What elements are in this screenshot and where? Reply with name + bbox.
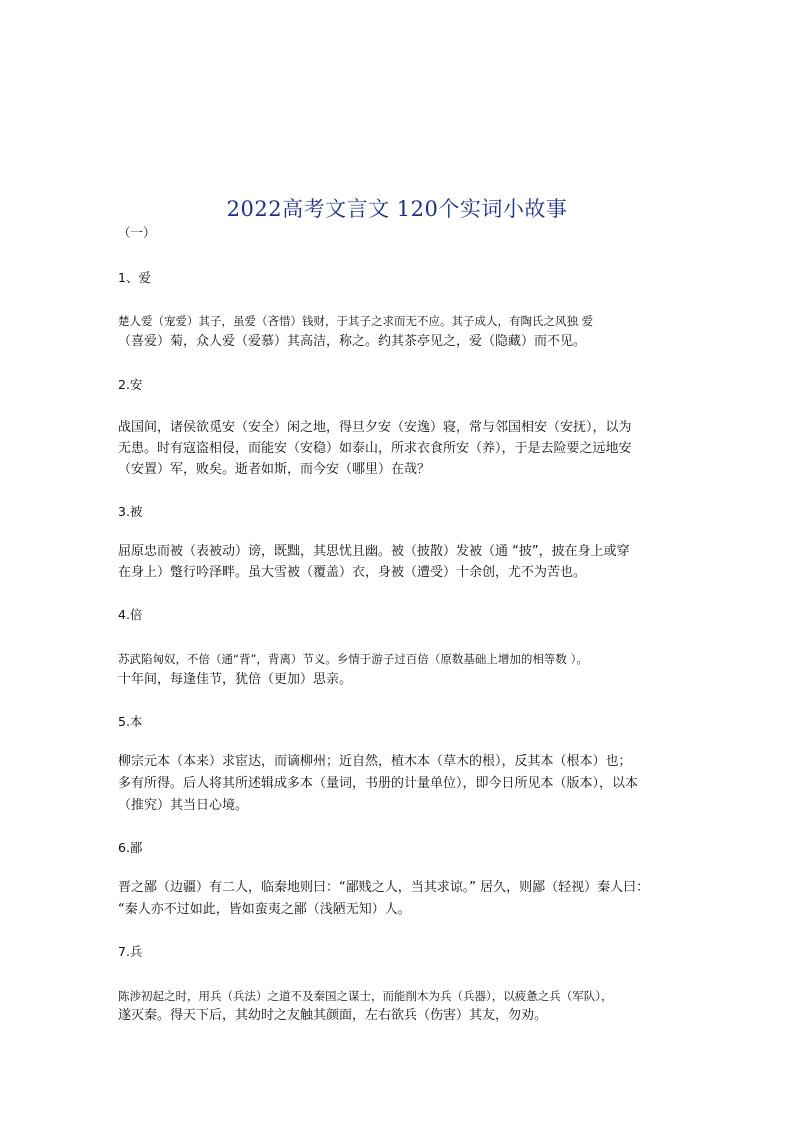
entry-text-line: 遂灭秦。得天下后，其幼时之友触其颜面，左右欲兵（伤害）其友，勿劝。 [118, 1008, 548, 1023]
entry-text-line: 十年间，每逢佳节，犹倍（更加）思亲。 [118, 672, 353, 687]
entry-text-line: （喜爱）菊，众人爱（爱慕）其高洁，称之。约其茶亭见之，爱（隐藏）而不见。 [118, 334, 587, 349]
entry-text-line: 无患。时有寇盗相侵，而能安（安稳）如泰山，所求衣食所安（养），于是去险要之远地安 [118, 441, 632, 456]
entry-text-line: 多有所得。后人将其所述辑成多本（量词，书册的计量单位），即今日所见本（版本），以本 [118, 776, 639, 791]
entry-text-line: 屈原忠而被（表被动）谤，既黜，其思忧且幽。被（披散）发被（通 “披”，披在身上或穿 [118, 544, 630, 559]
entry-text-line: “秦人亦不过如此，皆如蛮夷之鄙（浅陋无知）人。 [118, 902, 411, 917]
entry-heading: 7.兵 [118, 944, 143, 959]
entry-text-line: （推究）其当日心境。 [118, 798, 249, 813]
entry-heading: 3.被 [118, 504, 143, 519]
entry-text-line: （安置）军，败矣。逝者如斯，而今安（哪里）在哉？ [118, 462, 431, 477]
entry-text-line: 柳宗元本（本来）求宦达，而谪柳州；近自然，植木本（草木的根），反其本（根本）也； [118, 754, 632, 769]
entry-heading: 4.倍 [118, 607, 143, 622]
entry-text-line: 在身上）蹩行吟泽畔。虽大雪被（覆盖）衣，身被（遭受）十余创，尤不为苦也。 [118, 565, 587, 580]
entry-text-line: 苏武陷匈奴，不倍（通“背”，背离）节义。乡情于游子过百倍（原数基础上增加的相等数 ）。 [118, 652, 588, 666]
entry-text-line: 陈涉初起之时，用兵（兵法）之道不及秦国之谋士，而能削木为兵（兵器），以疲惫之兵（军队）， [118, 989, 613, 1003]
entry-heading: 2.安 [118, 377, 143, 392]
entry-heading: 6.鄙 [118, 840, 143, 855]
entry-text-line: 晋之鄙（边疆）有二人，临秦地则曰：“鄙贱之人，当其求谅。” 居久，则鄙（轻视）秦人曰： [118, 880, 650, 895]
entry-text-line: 战国间，诸侯欲觅安（安全）闲之地，得旦夕安（安逸）寝，常与邻国相安（安抚），以为 [118, 420, 632, 435]
entry-heading: 5.本 [118, 714, 143, 729]
entry-heading: 1、爱 [118, 270, 151, 285]
document-title: 2022高考文言文 120个实词小故事 [226, 197, 568, 221]
section-label: （一） [118, 225, 156, 240]
entry-text-line: 楚人爱（宠爱）其子，虽爱（吝惜）钱财，于其子之求而无不应。其子成人，有陶氏之风独 爱 [118, 314, 594, 328]
